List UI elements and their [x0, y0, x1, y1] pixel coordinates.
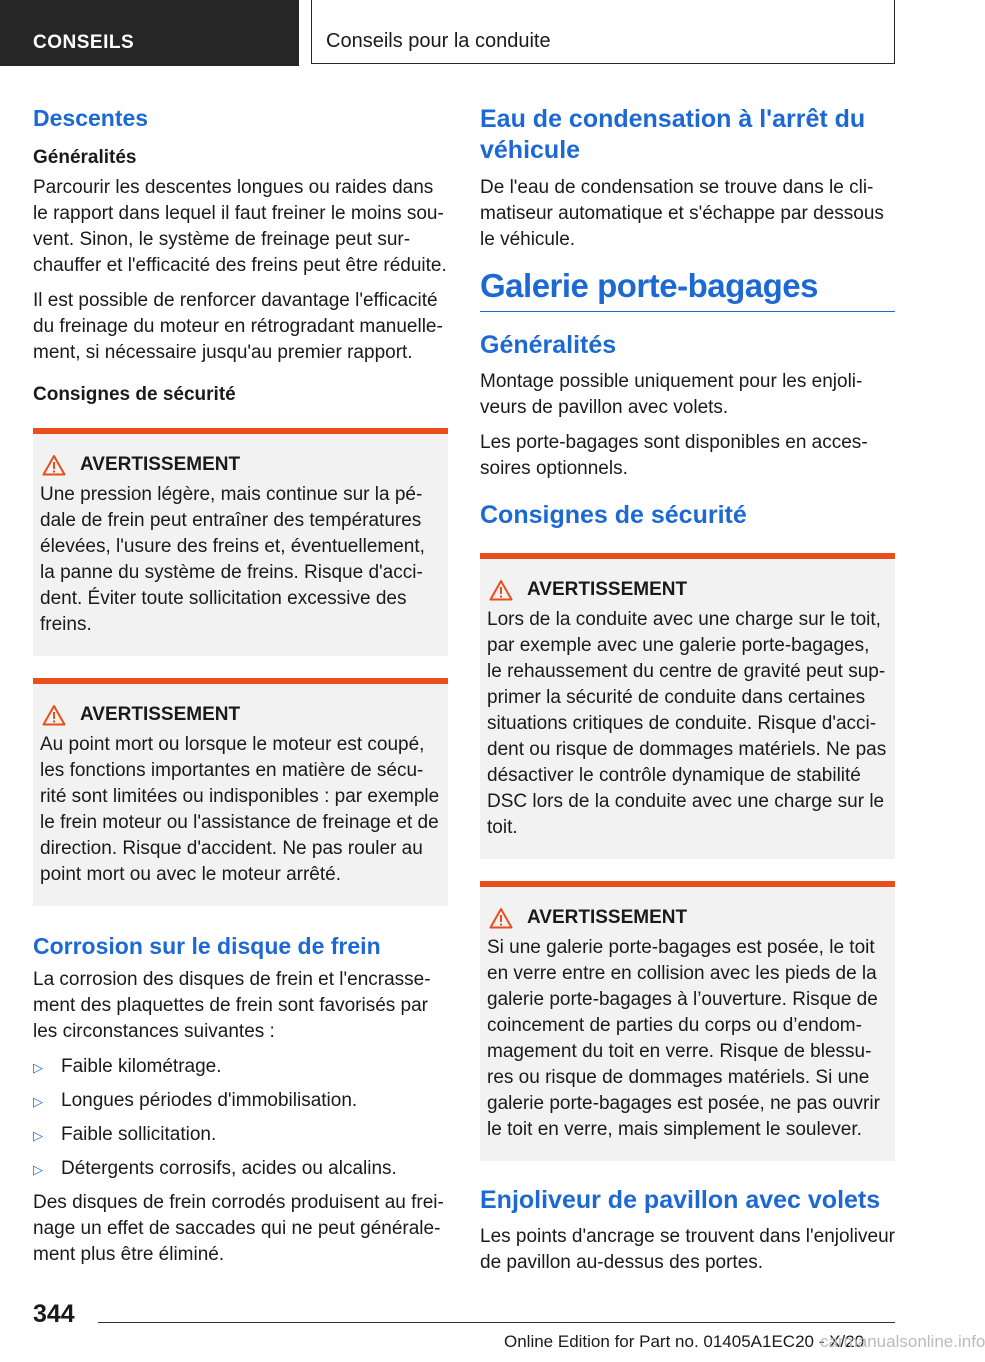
paragraph: Les points d'ancrage se trouvent dans l'enjoliveur de pavillon au-dessus des portes. [480, 1226, 895, 1274]
heading-consignes: Consignes de sécurité [33, 383, 236, 405]
heading-consignes: Consignes de sécurité [480, 500, 747, 529]
heading-generalites: Généralités [33, 146, 137, 168]
warning-title: AVERTISSEMENT [527, 579, 688, 600]
warning-box [33, 678, 448, 906]
list-item: ▷ Faible sollicitation. [33, 1122, 448, 1149]
warning-header [487, 907, 888, 929]
paragraph: La corrosion des disques de frein et l'encrassement des plaquettes de frein sont favorisés par les circonstances suivantes : [33, 968, 431, 1042]
warning-box [480, 553, 895, 859]
warning-box [480, 881, 895, 1161]
page-number: 344 [33, 1300, 75, 1328]
warning-text: Au point mort ou lorsque le moteur est coupé, les fonctions importantes en matière de sécurité sont limitées ou indisponibles : par exemple le frein moteur ou l'assistance de freinage et de direction. Risque d'accident. Ne pas rouler au point mort ou avec le moteur arrêté. [40, 733, 440, 885]
warning-triangle-icon [489, 579, 513, 601]
warning-title: AVERTISSEMENT [527, 907, 688, 928]
paragraph: De l'eau de condensation se trouve dans le climatiseur automatique et s'échappe par dessous le véhicule. [480, 176, 884, 250]
warning-triangle-icon [42, 704, 66, 726]
warning-triangle-icon [42, 454, 66, 476]
warning-title: AVERTISSEMENT [80, 453, 241, 475]
warning-box [33, 428, 448, 656]
warning-header [40, 454, 441, 476]
list-item: ▷ Longues périodes d'immobilisation. [33, 1088, 448, 1115]
page-footer [0, 1290, 985, 1362]
heading-condensation: Eau de condensation à l'arrêt du véhicule [480, 105, 866, 165]
heading-generalites: Généralités [480, 330, 617, 359]
paragraph: Les porte-bagages sont disponibles en accessoires optionnels. [480, 431, 868, 479]
heading-descentes: Descentes [33, 105, 149, 131]
list-item: ▷ Faible kilométrage. [33, 1054, 448, 1081]
heading-galerie: Galerie porte-bagages [480, 267, 895, 312]
watermark: carmanualsonline.info [820, 1332, 985, 1351]
section-tab: CONSEILS [0, 0, 299, 66]
edition-note: Online Edition for Part no. 01405A1EC20 - X/20 [504, 1332, 865, 1351]
triangle-bullet-icon: ▷ [33, 1059, 43, 1075]
warning-text: Si une galerie porte-bagages est posée, le toit en verre entre en collision avec les pieds de la galerie porte-bagages à l’ouverture. Risque de coincement de parties du corps ou d’endommagement du toit en verre. Risque de blessures ou risque de dommages matériels. Si une galerie porte-bagages est posée, ne pas ouvrir le toit en verre, mais simplement le soulever. [487, 937, 880, 1140]
warning-header [487, 579, 888, 601]
warning-text: Une pression légère, mais continue sur la pédale de frein peut entraîner des températures élevées, l'usure des freins et, éventuellement, la panne du système de freins. Risque d'accident. Éviter toute sollicitation excessive des freins. [40, 483, 425, 635]
triangle-bullet-icon: ▷ [33, 1093, 43, 1109]
warning-title: AVERTISSEMENT [80, 703, 241, 725]
chapter-title: Conseils pour la conduite [311, 0, 895, 64]
heading-enjoliveur: Enjoliveur de pavillon avec volets [480, 1186, 881, 1214]
warning-triangle-icon [489, 907, 513, 929]
triangle-bullet-icon: ▷ [33, 1161, 43, 1177]
conditions-list [33, 1054, 448, 1183]
paragraph: Des disques de frein corrodés produisent au freinage un effet de saccades qui ne peut généralement plus être éliminé. [33, 1191, 444, 1265]
left-column [33, 100, 448, 1277]
right-column [480, 100, 895, 1285]
paragraph: Parcourir les descentes longues ou raides dans le rapport dans lequel il faut freiner le moins souvent. Sinon, le système de freinage peut surchauffer et l'efficacité des freins peut être réduite. [33, 176, 447, 276]
warning-header [40, 704, 441, 726]
heading-corrosion: Corrosion sur le disque de frein [33, 932, 381, 959]
paragraph: Montage possible uniquement pour les enjoliveurs de pavillon avec volets. [480, 370, 863, 418]
list-item: ▷ Détergents corrosifs, acides ou alcalins. [33, 1156, 448, 1183]
footer-divider [98, 1322, 895, 1323]
paragraph: Il est possible de renforcer davantage l'efficacité du freinage du moteur en rétrogradant manuellement, si nécessaire jusqu'au premier rapport. [33, 289, 443, 363]
page-header [0, 0, 960, 66]
warning-text: Lors de la conduite avec une charge sur le toit, par exemple avec une galerie porte-bagages, le rehaussement du centre de gravité peut supprimer la sécurité de conduite dans certaines situations critiques de conduite. Risque d'accident ou risque de dommages matériels. Ne pas désactiver le contrôle dynamique de stabilité DSC lors de la conduite avec une charge sur le toit. [487, 609, 887, 838]
triangle-bullet-icon: ▷ [33, 1127, 43, 1143]
